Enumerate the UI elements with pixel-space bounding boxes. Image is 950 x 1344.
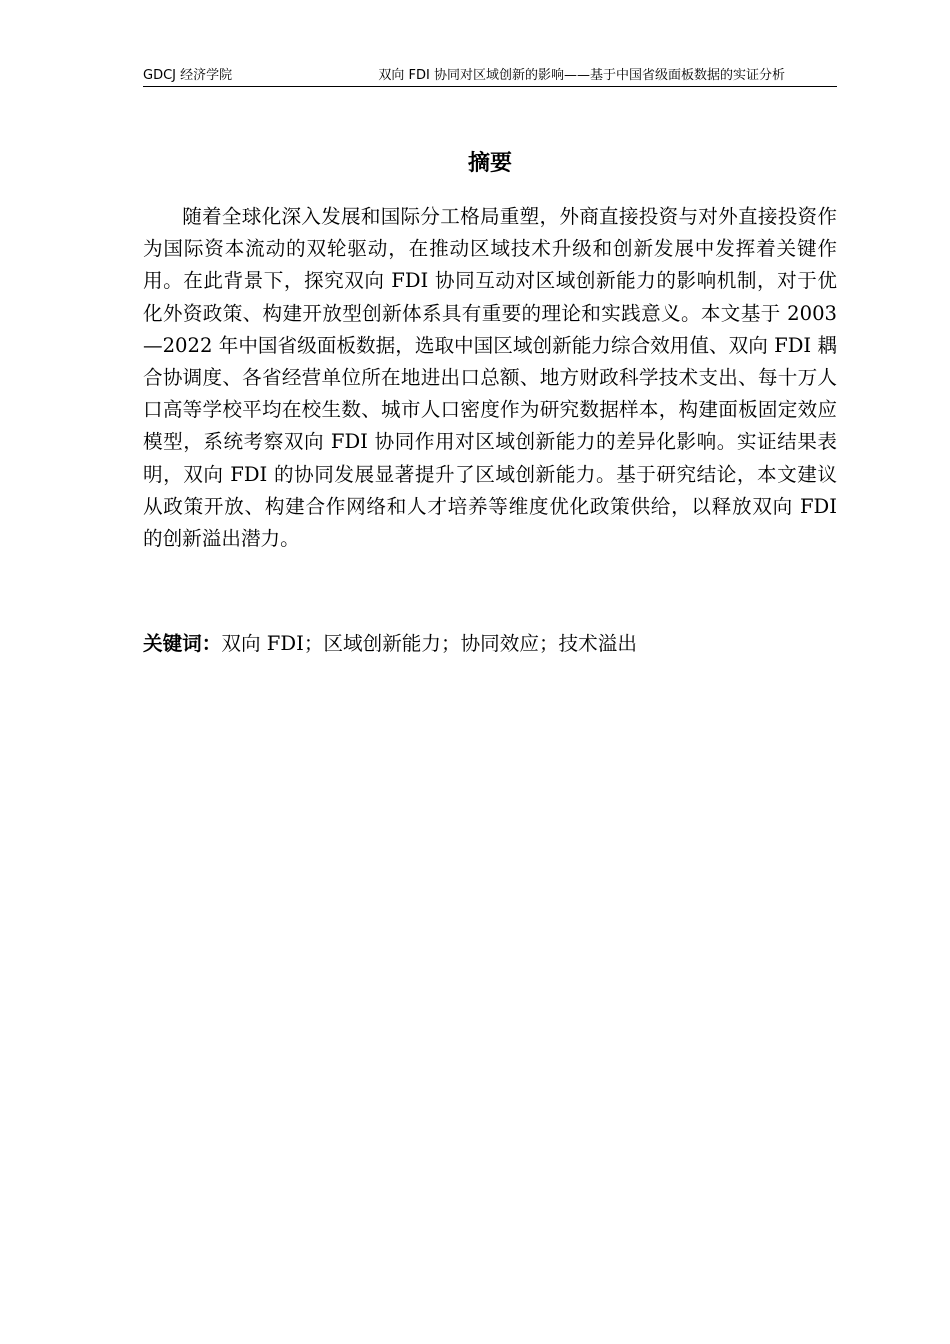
abstract-title: 摘要 xyxy=(467,151,512,176)
keywords-label: 关键词： xyxy=(143,632,222,655)
header-paper-title: 双向 FDI 协同对区域创新的影响——基于中国省级面板数据的实证分析 xyxy=(378,68,785,83)
page-header xyxy=(143,66,837,87)
keywords-line xyxy=(143,628,837,660)
header-institution: GDCJ 经济学院 xyxy=(143,68,233,83)
keywords-value: 双向 FDI；区域创新能力；协同效应；技术溢出 xyxy=(221,632,637,655)
abstract-body: 随着全球化深入发展和国际分工格局重塑，外商直接投资与对外直接投资作为国际资本流动的双轮驱动，在推动区域技术升级和创新发展中发挥着关键作用。在此背景下，探究双向 FDI 协同互动对区域创新能力的影响机制，对于优化外资政策、构建开放型创新体系具有重要的理论和实践意义。本文基于 2003—2022 年中国省级面板数据，选取中国区域创新能力综合效用值、双向 FDI 耦合协调度、各省经营单位所在地进出口总额、地方财政科学技术支出、每十万人口高等学校平均在校生数、城市人口密度作为研究数据样本，构建面板固定效应模型，系统考察双向 FDI 协同作用对区域创新能力的差异化影响。实证结果表明，双向 FDI 的协同发展显著提升了区域创新能力。基于研究结论，本文建议从政策开放、构建合作网络和人才培养等维度优化政策供给，以释放双向 FDI 的创新溢出潜力。 xyxy=(143,205,838,551)
